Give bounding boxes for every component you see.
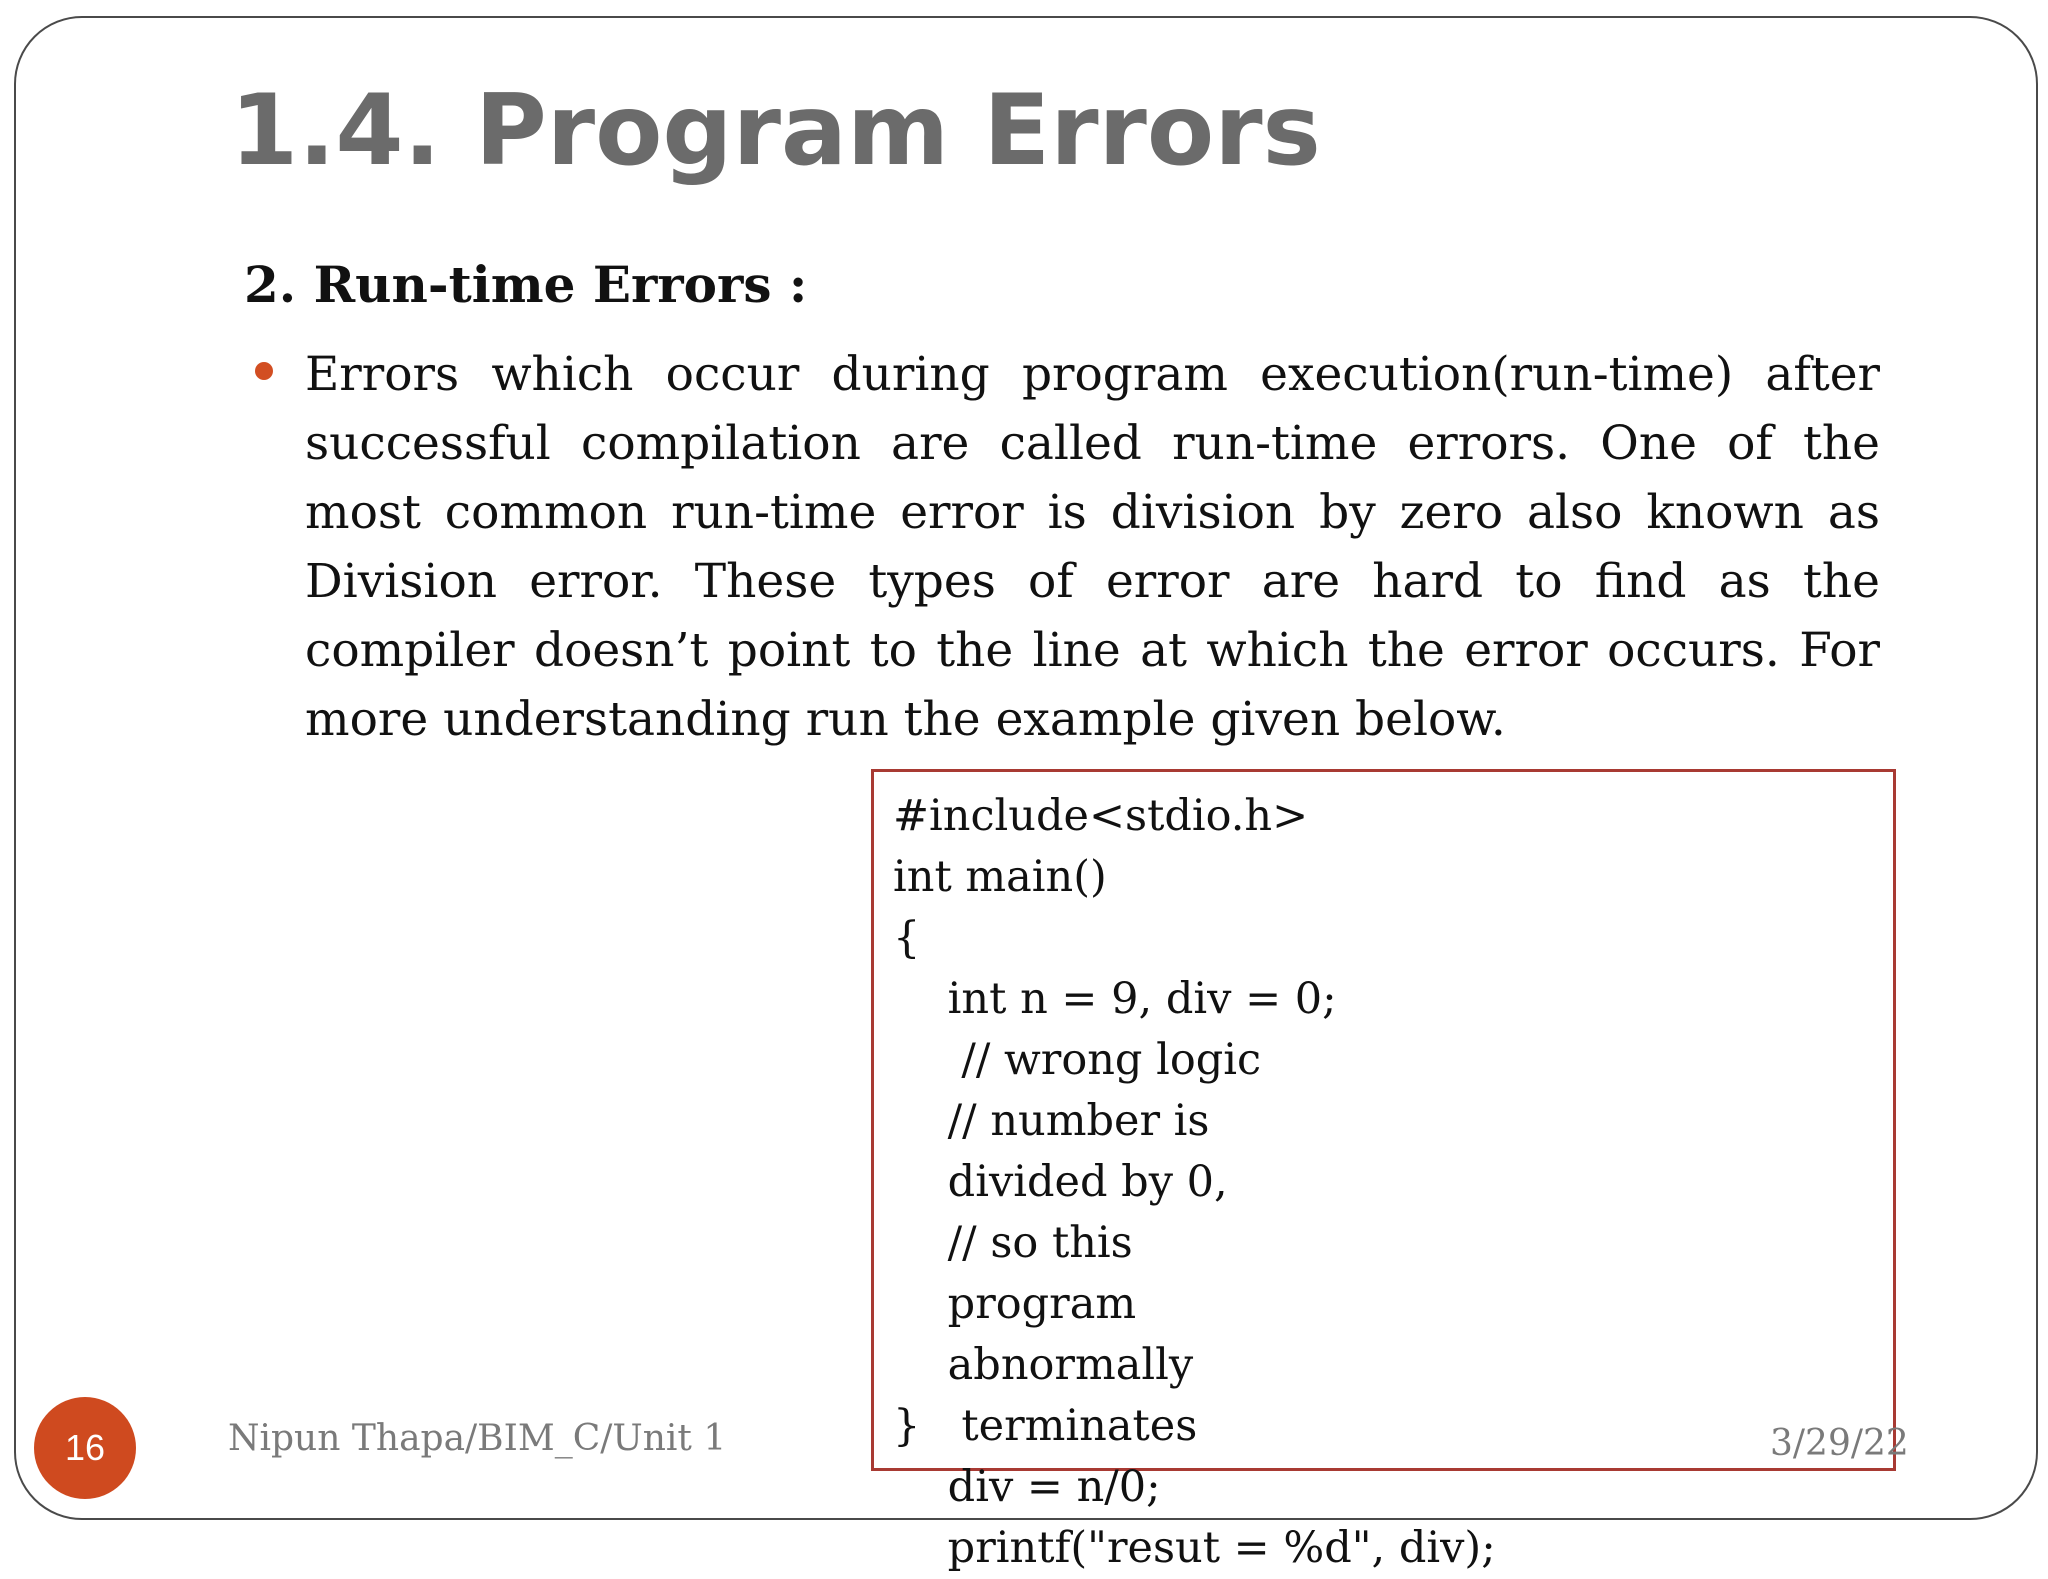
code-example: #include<stdio.h> int main() { int n = 9, div = 0; // wrong logic // number is divided by 0, // so this program abnormally } terminates div = n/0; printf("resut = %d", div); — [893, 791, 1496, 1573]
footer-author: Nipun Thapa/BIM_C/Unit 1 — [228, 1418, 727, 1459]
section-heading: 2. Run-time Errors : — [244, 255, 808, 314]
bullet-paragraph: Errors which occur during program execution(run-time) after successful compilation are called run-time errors. One of the most common run-time error is division by zero also known as Division error. These types of error are hard to find as the compiler doesn’t point to the line at which the error occurs. For more understanding run the example given below. — [305, 347, 1880, 747]
footer-date: 3/29/22 — [1770, 1423, 1909, 1464]
bullet-icon — [255, 362, 273, 380]
slide-title: 1.4. Program Errors — [230, 74, 1321, 188]
slide-number-badge: 16 — [34, 1397, 136, 1499]
